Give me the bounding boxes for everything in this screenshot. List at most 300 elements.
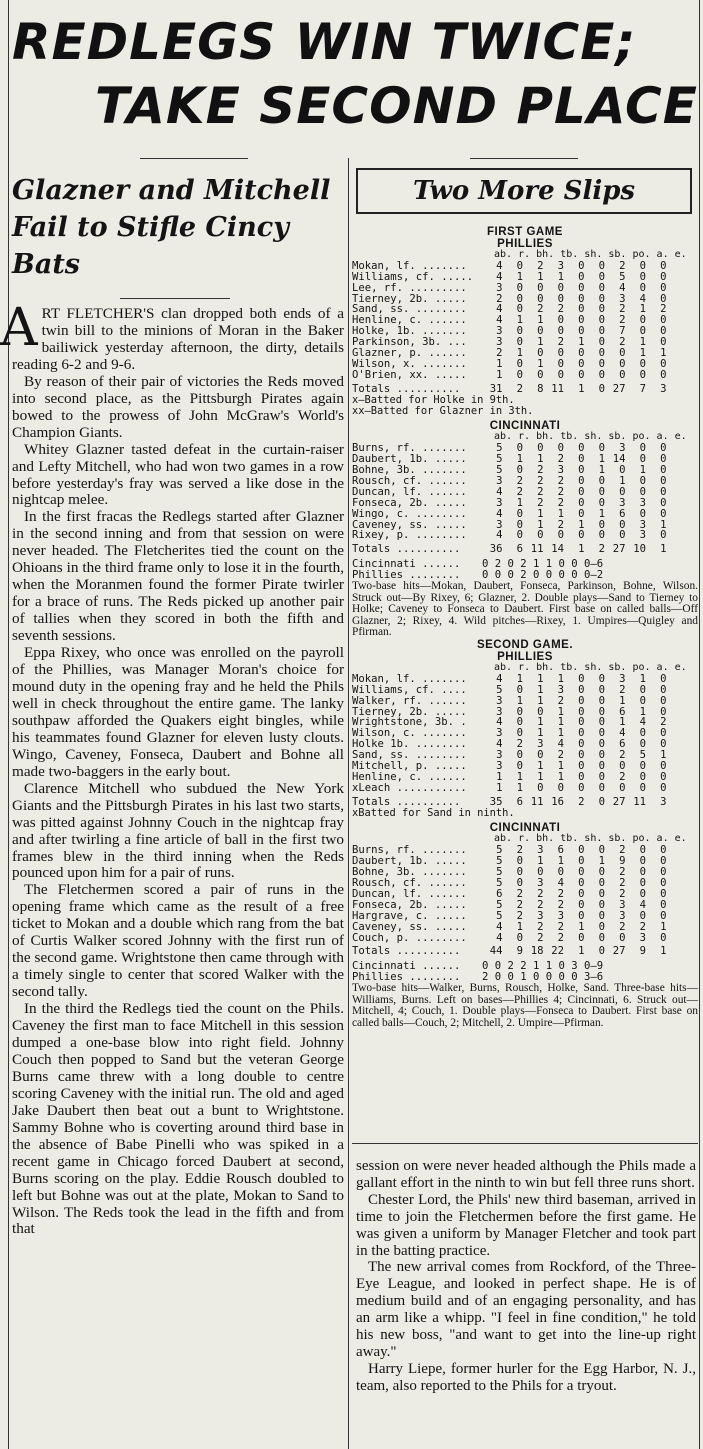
stat-cell: 0 [619,760,626,772]
player-name: Tierney, 2b. ..... [352,293,467,305]
box-note: x—Batted for Holke in 9th. [352,393,515,406]
player-row [352,370,698,381]
player-name: O'Brien, xx. ..... [352,369,467,381]
stat-cell: 2 [557,453,564,466]
stat-cell: 2 [619,336,626,349]
stat-cell: 0 [578,325,585,338]
stat-cell: 1 [619,474,626,487]
stat-cells [482,845,688,856]
player-row [352,878,698,889]
player-name: xLeach ........... [352,782,467,794]
stat-cells [482,946,688,957]
stat-cell: 0 [598,357,605,370]
stat-cell: 1 [639,672,646,685]
stat-cell: 22 [551,945,564,958]
stat-cell: 0 [619,357,626,370]
player-name: Mitchell, p. ..... [352,761,467,772]
stat-cell: 6 [496,887,503,900]
player-name: Burns, rf. ....... [352,443,467,455]
player-name: Williams, cf. ..... [352,271,474,283]
stat-cells [482,739,688,750]
stat-cell: 0 [516,357,523,370]
stat-cell: 0 [578,442,585,455]
stat-cells [482,509,688,520]
stat-cell: 0 [578,770,585,783]
subhead-rule [120,298,230,299]
stat-cell: 14 [551,543,564,556]
stat-cell: 0 [660,529,667,542]
stat-cell: 0 [639,877,646,890]
stat-cell: 16 [551,795,564,808]
stat-cell: 0 [660,259,667,272]
stat-cell: 0 [660,496,667,509]
stat-cell: 3 [639,518,646,531]
stat-cells [482,933,688,944]
stat-cell: 3 [496,705,503,718]
stat-cells [482,728,688,739]
stat-cell: 0 [537,866,544,879]
stat-cell: 6 [619,738,626,751]
stat-cell: 3 [496,496,503,509]
stat-cell: 5 [496,877,503,890]
player-name: Daubert, 1b. ..... [352,856,467,868]
player-row [352,476,698,487]
stat-cell: 0 [660,705,667,718]
box-note: xBatted for Sand in ninth. [352,806,515,819]
stat-cells [482,696,688,707]
stat-cell: 2 [537,474,544,487]
stat-cell: 1 [557,507,564,520]
stat-cell: 1 [537,314,544,327]
stat-cell: 2 [537,887,544,900]
player-name: Rousch, cf. ...... [352,878,467,889]
stat-cell: 0 [598,694,605,707]
subhead-line: Fail to Stifle Cincy [12,212,289,243]
stat-cell: 0 [660,442,667,455]
stat-cell: 0 [578,314,585,327]
stat-cell: 2 [496,292,503,305]
stat-cell: 0 [619,485,626,498]
stat-cell: 1 [496,357,503,370]
stat-cell: 0 [578,368,585,381]
stat-cell: 4 [639,898,646,911]
player-name: Sand, ss. ........ [352,304,467,316]
stat-cell: 27 [612,945,626,958]
stat-cell: 0 [598,931,605,944]
stat-cell: 1 [557,727,564,740]
player-name: Daubert, 1b. ..... [352,454,467,466]
stat-cell: 1 [516,314,523,327]
stat-cell: 0 [598,485,605,498]
stat-cell: 1 [639,336,646,349]
player-row [352,261,698,272]
player-row [352,294,698,305]
player-name: Bohne, 3b. ....... [352,465,467,476]
stat-cell: 4 [496,716,503,729]
stat-cell: 0 [660,760,667,772]
stat-cell: 36 [489,543,503,556]
stat-cell: 0 [578,464,585,477]
stat-cell: 2 [557,518,564,531]
stat-cell: 0 [598,518,605,531]
player-name: Holke, 1b. ....... [352,326,467,338]
team-label: CINCINNATI [489,822,561,835]
stat-cell: 0 [660,931,667,944]
stat-cell: 1 [537,716,544,729]
linescore-team: Phillies ........ [352,570,461,581]
stat-cell: 0 [516,749,523,762]
stat-cell: 0 [660,453,667,466]
story-paragraph: Eppa Rixey, who once was enrolled on the payroll of the Phillies, was Manager Moran's choice for mound duty in the opening fray and he held the Phils well in check throughout the entire game. The lanky southpaw afforded the Quakers eight bingles, while his teammates found Glazner for eleven lusty clouts. Wingo, Caveney, Fonseca, Daubert and Bohne all made two-baggers in the early bout. [12,644,344,780]
stat-cell: 1 [578,945,585,958]
player-row [352,509,698,520]
stat-cell: 1 [619,694,626,707]
stat-cell: 0 [516,518,523,531]
player-name: Walker, rf. ...... [352,695,467,707]
stat-cell: 4 [496,672,503,685]
team-label: CINCINNATI [489,420,561,433]
stat-cell: 3 [496,474,503,487]
stat-cell: 0 [639,683,646,696]
stat-cell: 5 [496,453,503,466]
stat-cell: 1 [578,543,585,556]
stat-cell: 0 [660,357,667,370]
team-label: PHILLIES [497,238,553,250]
player-row [352,348,698,359]
stat-cell: 11 [530,543,544,556]
stat-cell: 0 [639,781,646,794]
stat-cell: 0 [578,727,585,740]
stat-cell: 0 [598,270,605,283]
stat-cell: 3 [537,844,544,857]
stat-cell: 0 [578,259,585,272]
player-row [352,728,698,739]
player-row [352,783,698,794]
stat-cell: 0 [660,738,667,751]
stat-cell: 1 [516,770,523,783]
stat-cells [482,900,688,911]
stat-cell: 0 [516,336,523,349]
stat-cell: 0 [557,866,564,879]
stat-cells [482,283,688,294]
stat-cell: 5 [639,749,646,762]
stat-cell: 0 [578,844,585,857]
stat-cell: 2 [660,716,667,729]
player-name: Glazner, p. ...... [352,348,467,359]
stat-cell: 2 [557,694,564,707]
stat-cells [482,530,688,541]
stat-cell: 0 [598,683,605,696]
stat-cell: 0 [660,781,667,794]
stat-cell: 2 [619,887,626,900]
stat-cell: 2 [557,485,564,498]
player-row [352,530,698,541]
stat-cell: 2 [557,336,564,349]
stat-cell: 0 [578,887,585,900]
stat-cell: 0 [598,795,605,808]
stat-cell: 2 [557,303,564,316]
box-score-title: Two More Slips [356,168,692,214]
stat-cell: 1 [537,770,544,783]
stat-cell: 1 [496,781,503,794]
stat-cell: 0 [598,877,605,890]
subhead [12,172,342,283]
stat-cell: 0 [578,898,585,911]
stat-cell: 1 [578,336,585,349]
headline-line-2: TAKE SECOND PLACE [95,77,698,135]
stat-cell: 0 [516,259,523,272]
stat-cell: 0 [516,529,523,542]
stat-cell: 0 [598,474,605,487]
page-right-border [699,0,700,1449]
stat-cell: 3 [619,898,626,911]
column-header: ab. r. bh. tb. sh. sb. po. a. e. [494,431,687,443]
stat-cell: 0 [639,474,646,487]
stat-cell: 1 [557,855,564,868]
stat-cells [482,783,688,794]
stat-cell: 0 [557,357,564,370]
story-paragraph: session on were never headed although the Phils made a gallant effort in the ninth to win but fell three runs short. [356,1158,696,1191]
player-name: Rousch, cf. ...... [352,475,467,487]
stat-cell: 3 [496,336,503,349]
stat-cell: 0 [639,485,646,498]
stat-cell: 27 [612,382,626,395]
stat-cell: 0 [598,314,605,327]
stat-cell: 0 [598,303,605,316]
story-paragraph: By reason of their pair of victories the Reds moved into second place, as the Pittsburgh Pirates again bowed to the prowess of John McGraw's World's Champion Giants. [12,372,344,441]
stat-cell: 0 [578,453,585,466]
stat-cell: 1 [496,368,503,381]
stat-cell: 2 [557,898,564,911]
stat-cell: 0 [639,738,646,751]
stat-cell: 6 [619,705,626,718]
story-paragraph: In the first fracas the Redlegs started after Glazner in the second inning and from that session on were never headed. The Fletcherites tied the count on the Ohioans in the third frame only to lose it in the fourth, when the Moranmen found the former Pirate twirler for a brace of runs. The Reds picked up another pair of tallies when they scored in both the fifth and seventh sessions. [12,508,344,645]
stat-cell: 0 [578,877,585,890]
stat-cell: 0 [639,844,646,857]
stat-cell: 4 [496,920,503,933]
stat-cell: 0 [660,368,667,381]
stat-cell: 1 [660,518,667,531]
stat-cell: 0 [598,866,605,879]
stat-cells [482,370,688,381]
stat-cell: 0 [578,855,585,868]
stat-cell: 1 [537,507,544,520]
stat-cell: 0 [598,844,605,857]
stat-cell: 4 [496,303,503,316]
player-name: Lee, rf. ......... [352,282,467,294]
stat-cell: 0 [619,464,626,477]
stat-cell: 27 [612,795,626,808]
stat-cell: 2 [516,844,523,857]
stat-cell: 0 [578,683,585,696]
stat-cell: 2 [537,496,544,509]
stat-cell: 3 [496,281,503,294]
player-name: Mokan, lf. ....... [352,673,467,685]
stat-cell: 0 [660,336,667,349]
stat-cell: 3 [619,442,626,455]
stat-cell: 4 [619,727,626,740]
stat-cell: 2 [619,877,626,890]
stat-cell: 1 [557,705,564,718]
player-name: Wrightstone, 3b. . [352,717,467,729]
stat-cell: 0 [598,259,605,272]
game-label: FIRST GAME [487,226,563,238]
stat-cell: 2 [619,770,626,783]
stat-cells [482,674,688,685]
stat-cell: 2 [537,303,544,316]
stat-cells [482,454,688,465]
stat-cell: 0 [660,464,667,477]
stat-cell: 0 [639,368,646,381]
stat-cell: 0 [537,781,544,794]
stat-cells [482,922,688,933]
stat-cell: 0 [639,270,646,283]
stat-cell: 0 [598,382,605,395]
stat-cell: 0 [578,507,585,520]
game-summary: Two-base hits—Walker, Burns, Rousch, Holke, Sand. Three-base hits—Williams, Burns. Left on bases—Phillies 4; Cincinnati, 6. Struck out—Mitchell, 4; Couch, 1. Double plays—Fonseca to Daubert. First base on called balls—Couch, 2; Mitchell, 2. Umpire—Pfirman. [352,982,698,1029]
stat-cell: 0 [516,705,523,718]
stat-cell: 0 [516,464,523,477]
player-row [352,900,698,911]
stat-cells [482,544,688,555]
stat-cell: 3 [619,909,626,922]
stat-cell: 0 [537,292,544,305]
stat-cell: 1 [537,760,544,772]
stat-cell: 0 [598,727,605,740]
stat-cell: 1 [660,543,667,556]
stat-cell: 1 [537,727,544,740]
stat-cell: 1 [537,672,544,685]
player-name: Bohne, 3b. ....... [352,867,467,879]
stat-cell: 2 [639,920,646,933]
headline-rule-right [470,158,578,159]
stat-cell: 3 [557,683,564,696]
stat-cells [482,911,688,922]
stat-cells [482,384,688,395]
stat-cell: 1 [639,705,646,718]
stat-cell: 0 [578,292,585,305]
box-score [352,226,698,1029]
stat-cells [482,761,688,772]
stat-cell: 1 [516,347,523,360]
stat-cell: 2 [660,303,667,316]
stat-cell: 0 [578,303,585,316]
linescore-innings: 2 0 0 1 0 0 0 0 3—6 [482,971,604,984]
stat-cell: 0 [639,866,646,879]
stat-cell: 0 [660,855,667,868]
stat-cell: 0 [516,368,523,381]
stat-cells [482,261,688,272]
subhead-line: Bats [12,249,80,280]
stat-cells [482,750,688,761]
stat-cell: 0 [660,672,667,685]
stat-cell: 0 [598,909,605,922]
stat-cell: 2 [598,543,605,556]
player-name: Parkinson, 3b. ... [352,337,467,349]
stat-cell: 0 [537,529,544,542]
stat-cell: 0 [557,781,564,794]
stat-cell: 0 [598,336,605,349]
player-row [352,487,698,498]
stat-cell: 4 [496,485,503,498]
player-name: Burns, rf. ....... [352,845,467,857]
stat-cell: 4 [496,738,503,751]
stat-cells [482,337,688,348]
stat-cell: 3 [496,749,503,762]
stat-cell: 0 [516,683,523,696]
stat-cell: 18 [530,945,544,958]
player-name: Holke 1b. ........ [352,739,467,751]
player-row [352,856,698,867]
stat-cell: 1 [660,920,667,933]
game-label: SECOND GAME. [476,638,574,651]
stat-cell: 3 [496,760,503,772]
stat-cell: 0 [598,749,605,762]
stat-cell: 3 [639,529,646,542]
stat-cells [482,856,688,867]
stat-cell: 1 [557,270,564,283]
stat-cell: 11 [551,382,564,395]
story-paragraph: In the third the Redlegs tied the count on the Phils. Caveney the first man to face Mitchell in this session dumped a one-base blow into right field. Johnny Couch then popped to Sand but the veteran George Burns came threw with a long double to centre scoring Caveney with the initial run. The old and aged Jake Daubert then beat out a bunt to Wrightstone. Sammy Bohne who is coverting around third base in the absence of Babe Pinelli who was spiked in a recent game in Chicago forced Daubert at second, Burns scoring on the play. Eddie Rousch doubled to left but Bohne was out at the plate, Mokan to Sand to Wilson. The Reds took the lead in the fifth and from that [12,1000,344,1238]
stat-cell: 2 [537,464,544,477]
stat-cell: 1 [516,672,523,685]
stat-cell: 1 [598,507,605,520]
stat-cell: 0 [619,368,626,381]
subhead-line: Glazner and Mitchell [12,175,331,206]
stat-cells [482,878,688,889]
stat-cell: 4 [557,877,564,890]
stat-cell: 0 [639,855,646,868]
player-row [352,359,698,370]
stat-cell: 4 [496,259,503,272]
stat-cell: 9 [619,855,626,868]
player-name: Fonseca, 2b. ..... [352,899,467,911]
stat-cell: 0 [557,442,564,455]
stat-cell: 5 [496,464,503,477]
stat-cell: 0 [516,877,523,890]
stat-cell: 0 [639,357,646,370]
stat-cell: 1 [639,303,646,316]
player-row [352,717,698,728]
stat-cell: 0 [578,496,585,509]
stat-cell: 0 [578,672,585,685]
stat-cell: 5 [496,683,503,696]
stat-cell: 0 [598,292,605,305]
stat-cell: 5 [496,855,503,868]
stat-cell: 0 [598,716,605,729]
stat-cell: 1 [660,945,667,958]
stat-cell: 1 [639,347,646,360]
story-paragraph: The Fletchermen scored a pair of runs in the opening frame which came as the result of a free ticket to Mokan and a double which rang from the bat of Curtis Walker scored Johnny with the first run of the second game. Wrightstone then came through with a timely single to center that scored Walker with the second tally. [12,881,344,1001]
stat-cell: 1 [537,453,544,466]
player-row [352,443,698,454]
stat-cell: 0 [639,453,646,466]
player-row [352,283,698,294]
stat-cell: 0 [557,368,564,381]
stat-cells [482,443,688,454]
column-header: ab. r. bh. tb. sh. sb. po. a. e. [494,833,687,845]
stat-cell: 0 [516,303,523,316]
stat-cell: 3 [557,909,564,922]
stat-cell: 3 [660,382,667,395]
stat-cell: 2 [537,485,544,498]
stat-cell: 6 [557,844,564,857]
stat-cell: 0 [639,770,646,783]
stat-cell: 5 [496,844,503,857]
stat-cell: 1 [516,496,523,509]
stat-cell: 0 [578,357,585,370]
stat-cell: 1 [537,336,544,349]
